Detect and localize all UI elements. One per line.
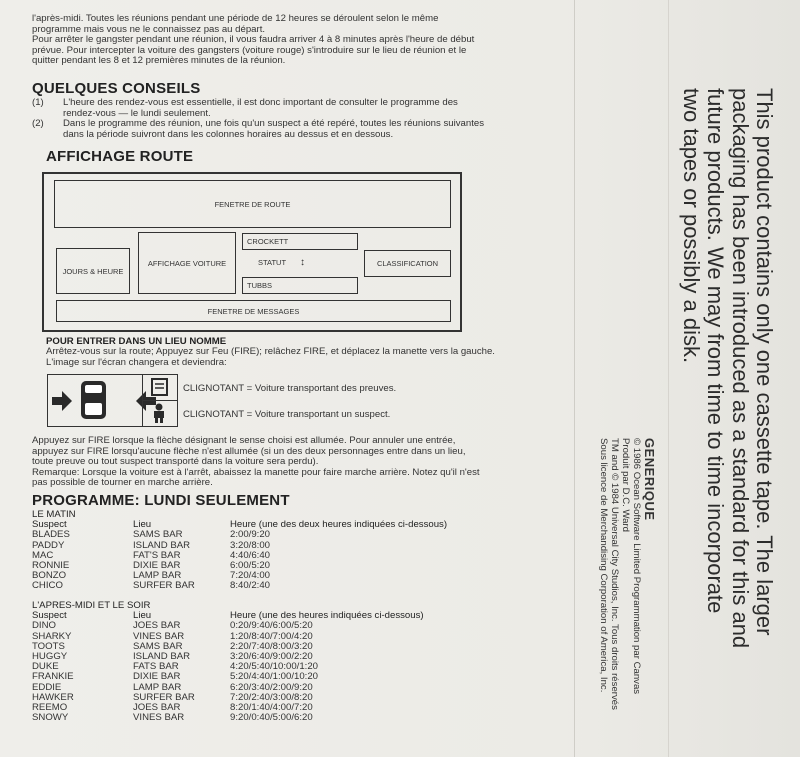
table-row: PADDY ISLAND BAR 3:20/8:00 [32,539,271,551]
status-label: STATUT [258,258,287,267]
table-header: Suspect Lieu Heure (une des heures indiquées ci-dessous) [32,610,424,622]
table-row: EDDIE LAMP BAR 6:20/3:40/2:00/9:20 [32,681,313,693]
tip-item: (1) L'heure des rendez-vous est essentielle, il est donc important de consulter le programme des rendez-vous — le lundi seulement. [32,97,458,119]
table-row: DUKE FATS BAR 4:20/5:40/10:00/1:20 [32,661,319,673]
table-row: TOOTS SAMS BAR 2:20/7:40/8:00/3:20 [32,640,313,652]
table-row: HAWKER SURFER BAR 7:20/2:40/3:00/8:20 [32,691,313,703]
evening-title: L'APRES-MIDI ET LE SOIR [32,600,151,611]
tips-heading: QUELQUES CONSEILS [32,80,201,97]
morning-title: LE MATIN [32,509,76,520]
route-window-box: FENETRE DE ROUTE [54,180,451,228]
legend-suspect: CLIGNOTANT = Voiture transportant un suspect. [183,409,391,420]
fold-line [574,0,575,757]
table-row: DINO JOES BAR 0:20/9:40/6:00/5:20 [32,620,313,632]
arrow-right-icon [52,391,72,411]
fold-line [668,0,669,757]
suspect-icon-box [142,400,178,427]
table-row: HUGGY ISLAND BAR 3:20/6:40/9:00/2:20 [32,650,313,662]
route-diagram [42,172,462,332]
table-row: BLADES SAMS BAR 2:00/9:20 [32,529,271,541]
entrer-paragraph: Arrêtez-vous sur la route; Appuyez sur Feu (FIRE); relâchez FIRE, et déplacez la manette vers la gauche. L'image sur l'écran changera et deviendra: [46,346,495,368]
messages-box: FENETRE DE MESSAGES [56,300,451,322]
morning-table [32,510,552,592]
intro-paragraph: l'après-midi. Toutes les réunions pendant une période de 12 heures se déroulent selon le même programme mais vous ne le connaissez pas au départ. Pour arrêter le gangster pendant une réunion, il vous faudra arriver 4 à 8 minutes après l'heure de début prévue. Pour intercepter la voiture des gangsters (voiture rouge) s'introduire sur le lieu de réunion et le quitter pendant les 8 et 12 premières minutes de la réunion. [32,13,475,67]
status-arrow-icon: ↕ [300,257,305,268]
tip-item: (2) Dans le programme des réunion, une fois qu'un suspect a été repéré, toutes les réunions suivantes dans la période suivront dans les colonnes horaires au dessus et en dessous. [32,118,485,140]
classification-box: CLASSIFICATION [364,250,451,277]
credits-block: GENERIQUE © 1986 Ocean Software Limited Programmation par Canvas Produit par D.C. Ward TM and © 1984 Universal City Studios, Inc. Tous droits réservés Sous licence de Merchandising Corporation of America, Inc. [598,438,657,748]
days-hours-box: JOURS & HEURE [56,248,130,294]
table-row: FRANKIE DIXIE BAR 5:20/4:40/1:00/10:20 [32,671,319,683]
entrer-heading: POUR ENTRER DANS UN LIEU NOMME [46,336,227,347]
car-display-box: AFFICHAGE VOITURE [138,232,236,294]
evidence-icon-box [142,374,178,401]
table-row: REEMO JOES BAR 8:20/1:40/4:00/7:20 [32,701,313,713]
evidence-icon [143,375,176,399]
crockett-box: CROCKETT [242,233,358,250]
suspect-icon [143,401,176,425]
table-row: MAC FAT'S BAR 4:40/6:40 [32,549,271,561]
table-row: BONZO LAMP BAR 7:20/4:00 [32,570,271,582]
packaging-notice: This product contains only one cassette tape. The larger packaging has been introduced as a standard for this and future products. We may from time to time incorporate two tapes or possibly a disk. [679,88,777,649]
credits-title: GENERIQUE [642,438,657,521]
route-heading: AFFICHAGE ROUTE [46,148,194,165]
fire-paragraph: Appuyez sur FIRE lorsque la flèche désignant le sense choisi est allumée. Pour annuler une entrée, appuyez sur FIRE lorsqu'aucune flèche n'est allumée (si un des deux personnages entre dans un lieu, toute preuve ou tout suspect transporté dans la voiture sera perdu). Remarque: Lorsque la voiture est à l'arrêt, abaissez la manette pour faire marche arrière. Notez qu'il n'est pas possible de tourner en marche arrière. [32,435,480,489]
tubbs-box: TUBBS [242,277,358,294]
tips-list [32,98,552,140]
programme-heading: PROGRAMME: LUNDI SEULEMENT [32,492,290,509]
table-header: Suspect Lieu Heure (une des deux heures indiquées ci-dessous) [32,519,448,531]
table-row: RONNIE DIXIE BAR 6:00/5:20 [32,559,271,571]
table-row: CHICO SURFER BAR 8:40/2:40 [32,580,271,592]
table-row: SNOWY VINES BAR 9:20/0:40/5:00/6:20 [32,712,313,724]
legend-evidence: CLIGNOTANT = Voiture transportant des preuves. [183,383,397,394]
evening-table [32,601,552,723]
table-row: SHARKY VINES BAR 1:20/8:40/7:00/4:20 [32,630,313,642]
